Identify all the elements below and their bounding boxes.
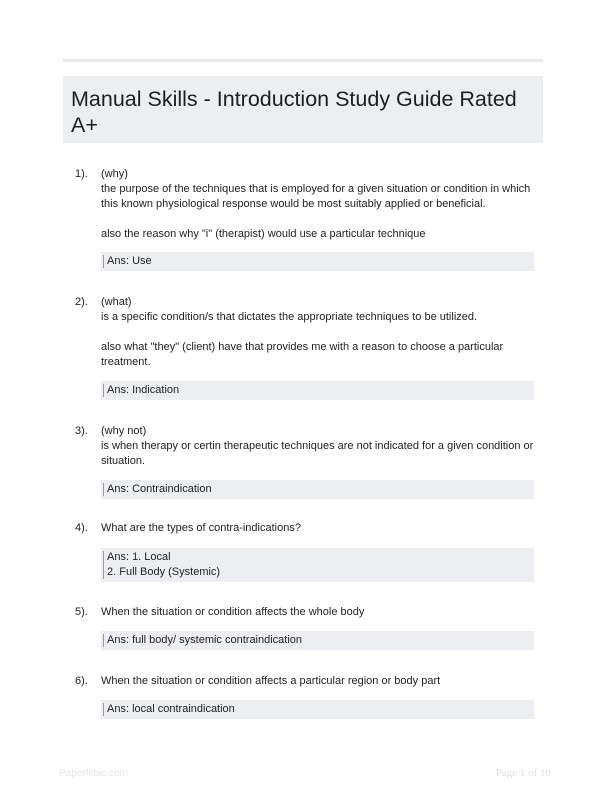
question-text [101, 167, 537, 242]
question-paragraph: (why) the purpose of the techniques that is employed for a given situation or condition in which this known physiological response would be most suitably applied or beneficial. [101, 168, 531, 210]
answer-box [101, 700, 534, 719]
answer-text: Ans: Indication [107, 384, 180, 396]
answer-marker [103, 634, 104, 647]
answer-box [101, 631, 534, 650]
answer-box [101, 252, 534, 271]
footer-watermark: Paperfitbic.com [59, 768, 128, 779]
question-paragraph: What are the types of contra-indications? [101, 522, 301, 534]
question-number: 6). [75, 675, 88, 687]
answer-box [101, 480, 534, 499]
question-text [101, 295, 537, 370]
answer-marker [103, 384, 104, 397]
page-title: Manual Skills - Introduction Study Guide Rated A+ [71, 87, 517, 137]
question-number: 2). [75, 296, 88, 308]
answer-text: Ans: Use [107, 255, 152, 267]
question-paragraph: also what "they" (client) have that provides me with a reason to choose a particular treatment. [101, 341, 504, 368]
question-paragraph: (why not) is when therapy or certin therapeutic techniques are not indicated for a given condition or situation. [101, 425, 534, 467]
page-number-label: Page 1 of 10 [495, 767, 551, 779]
answer-text: Ans: local contraindication [107, 703, 235, 715]
answer-text: Ans: full body/ systemic contraindication [107, 634, 303, 646]
question-number: 5). [75, 606, 88, 618]
answer-marker [103, 483, 104, 496]
question-paragraph: (what) is a specific condition/s that dictates the appropriate techniques to be utilized. [101, 296, 478, 323]
question-text [101, 521, 537, 536]
answer-marker [103, 703, 104, 716]
question-text [101, 424, 537, 469]
question-text [101, 605, 537, 620]
question-paragraph: When the situation or condition affects a particular region or body part [101, 675, 441, 687]
question-paragraph: also the reason why "i" (therapist) would use a particular technique [101, 228, 426, 240]
answer-marker [103, 255, 104, 268]
answer-marker [103, 551, 104, 579]
top-divider [63, 59, 543, 62]
answer-text: Ans: 1. Local 2. Full Body (Systemic) [107, 551, 221, 578]
answer-text: Ans: Contraindication [107, 483, 212, 495]
answer-box [101, 548, 534, 582]
question-number: 3). [75, 425, 88, 437]
question-number: 1). [75, 168, 88, 180]
answer-box [101, 381, 534, 400]
question-number: 4). [75, 522, 88, 534]
question-text [101, 674, 537, 689]
question-paragraph: When the situation or condition affects the whole body [101, 606, 365, 618]
title-banner [63, 76, 543, 143]
